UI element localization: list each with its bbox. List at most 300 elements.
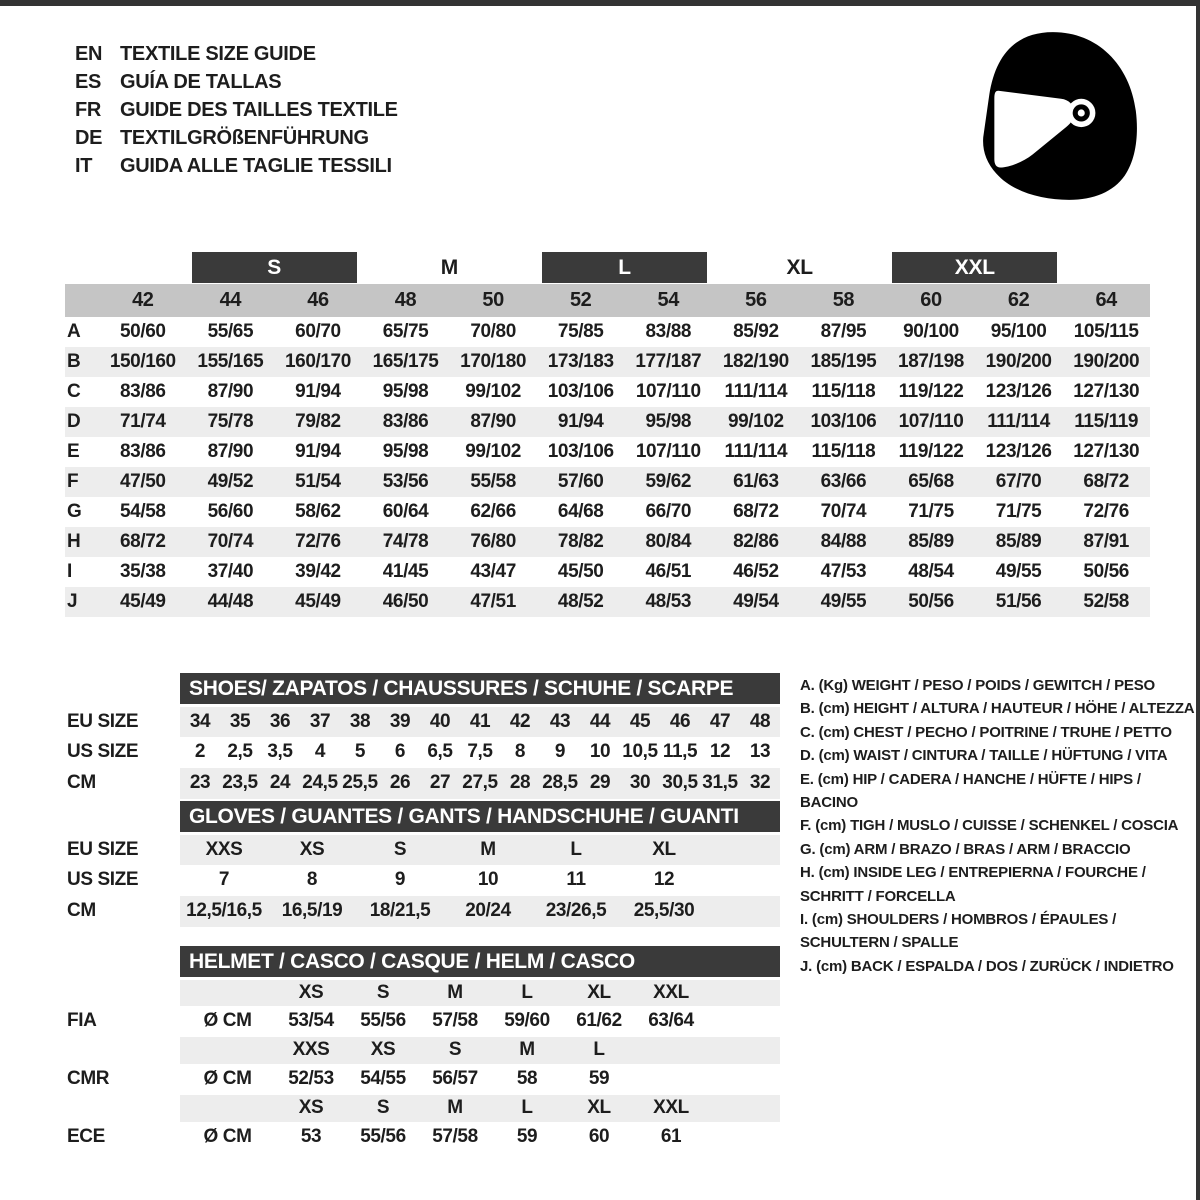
cell: 47/50	[99, 467, 187, 497]
cell: 71/75	[995, 501, 1042, 522]
cell: 54/55	[360, 1068, 406, 1089]
row-label: CM	[67, 772, 96, 793]
cell: L	[563, 1037, 635, 1064]
cell: 67/70	[975, 467, 1063, 497]
gloves-size-table	[65, 801, 780, 927]
cell: XXS	[275, 1037, 347, 1064]
cell: 39/42	[295, 561, 341, 582]
table-row	[65, 497, 1150, 527]
cell: 55/56	[360, 1126, 406, 1147]
cell	[180, 979, 275, 1006]
cell: 23,5	[220, 768, 260, 799]
cell: 57/58	[432, 1010, 478, 1031]
cell: 87/90	[449, 407, 537, 437]
cell: 2	[194, 741, 206, 762]
cell	[708, 896, 780, 927]
shoes-section-title: SHOES/ ZAPATOS / CHAUSSURES / SCHUHE / SCARPE	[180, 673, 780, 704]
row-label: CMR	[67, 1068, 110, 1089]
cell: 50/56	[1083, 561, 1129, 582]
cell: 58	[800, 284, 888, 317]
cell: 8	[514, 741, 526, 762]
cell: 41	[460, 706, 500, 737]
cell: XXL	[635, 979, 707, 1006]
unit-label: Ø CM	[203, 1068, 252, 1089]
cell: 27,5	[460, 768, 500, 799]
cell: 75/85	[557, 321, 604, 342]
cell: 85/89	[887, 527, 975, 557]
cell	[707, 1037, 780, 1064]
cell: 155/165	[187, 347, 275, 377]
cell: 78/82	[537, 527, 625, 557]
cell: 11	[566, 869, 586, 890]
cell: 7	[218, 869, 230, 890]
cell: 13	[749, 741, 771, 762]
gloves-section-title: GLOVES / GUANTES / GANTS / HANDSCHUHE / GUANTI	[180, 801, 780, 832]
table-row	[65, 737, 780, 768]
cell	[707, 1122, 780, 1153]
cell	[180, 1095, 275, 1122]
cell: 50	[449, 284, 537, 317]
cell: 79/82	[274, 407, 362, 437]
cell: 45/50	[557, 561, 604, 582]
cell: 59	[588, 1068, 610, 1089]
cmr-sizes-row	[65, 1037, 780, 1064]
legend-item-a: A. (Kg) WEIGHT / PESO / POIDS / GEWITCH / PESO	[800, 677, 1155, 694]
table-row	[65, 587, 1150, 617]
cell: 30	[620, 768, 660, 799]
cell: 16,5/19	[268, 896, 356, 927]
cell: 111/114	[724, 381, 788, 402]
cell: 70/74	[187, 527, 275, 557]
cell: XL	[563, 1095, 635, 1122]
language-row-it	[75, 152, 398, 180]
cell: 46/50	[362, 587, 450, 617]
cell: 27	[420, 768, 460, 799]
cell: 26	[380, 768, 420, 799]
cell: 18/21,5	[356, 896, 444, 927]
guide-title: TEXTILE SIZE GUIDE	[120, 43, 316, 65]
unit-label: Ø CM	[203, 1010, 252, 1031]
shoes-size-table	[65, 673, 780, 799]
cell: 6,5	[427, 741, 453, 762]
row-label: J	[65, 587, 99, 617]
cell: 52/58	[1062, 587, 1150, 617]
cell: 5	[354, 741, 366, 762]
cell: 47	[700, 706, 740, 737]
cell: 54/58	[120, 501, 166, 522]
cell: 47/51	[449, 587, 537, 617]
cell: 56/60	[207, 501, 254, 522]
cell: 115/119	[1062, 407, 1150, 437]
cell: 71/74	[99, 407, 187, 437]
cell: 4	[314, 741, 326, 762]
table-row	[65, 377, 1150, 407]
cell: 8	[306, 869, 318, 890]
cell: 123/126	[985, 381, 1052, 402]
cell: 48/54	[908, 561, 954, 582]
cell: 53	[300, 1126, 322, 1147]
cell	[635, 1064, 707, 1095]
helmet-size-table	[65, 946, 780, 1153]
numeric-sizes-row	[65, 284, 1150, 317]
cell: 83/86	[362, 407, 450, 437]
cell: 51/54	[274, 467, 362, 497]
cell: 91/94	[295, 441, 341, 462]
cell: 65/75	[382, 321, 429, 342]
cell: XS	[347, 1037, 419, 1064]
fia-values-row	[65, 1006, 780, 1037]
cell: 63/64	[648, 1010, 694, 1031]
cell: 6	[394, 741, 406, 762]
language-code: FR	[75, 99, 102, 121]
cell: 56/57	[432, 1068, 478, 1089]
right-border-line	[1196, 0, 1200, 1200]
cell: 103/106	[800, 407, 888, 437]
legend-item-f: F. (cm) TIGH / MUSLO / CUISSE / SCHENKEL / COSCIA	[800, 817, 1179, 835]
cell: 185/195	[800, 347, 888, 377]
cell: 91/94	[537, 407, 625, 437]
cell: 24	[260, 768, 300, 799]
cell: 91/94	[295, 381, 341, 402]
cell: 25,5	[340, 768, 380, 799]
table-row	[65, 865, 780, 896]
cell: 115/118	[811, 381, 876, 402]
cell: 70/74	[820, 501, 867, 522]
cell: 63/66	[800, 467, 888, 497]
cell: 37/40	[207, 561, 254, 582]
size-group-l: L	[542, 252, 707, 283]
cell: 43	[540, 706, 580, 737]
cell: 182/190	[712, 347, 800, 377]
row-label: EU SIZE	[67, 838, 139, 860]
cell: 84/88	[800, 527, 888, 557]
row-label: US SIZE	[67, 869, 139, 890]
legend-item-j: J. (cm) BACK / ESPALDA / DOS / ZURÜCK / INDIETRO	[800, 957, 1174, 975]
cell: 31,5	[700, 768, 740, 799]
cell: 119/122	[898, 381, 964, 402]
cell: 103/106	[547, 381, 614, 402]
cell: 123/126	[985, 441, 1052, 462]
cell: XS	[275, 979, 347, 1006]
table-row	[65, 557, 1150, 587]
cell: 58/62	[295, 501, 341, 522]
cell: 82/86	[712, 527, 800, 557]
cell: 35	[220, 706, 260, 737]
ece-values-row	[65, 1122, 780, 1153]
cell: 37	[300, 706, 340, 737]
row-label: C	[67, 381, 81, 402]
cell: 28	[500, 768, 540, 799]
row-label: A	[67, 321, 81, 342]
language-code: DE	[75, 127, 103, 149]
cell: 127/130	[1073, 381, 1140, 402]
cell: 72/76	[1083, 501, 1129, 522]
cell: 83/88	[645, 321, 692, 342]
cell: 3,5	[267, 741, 293, 762]
cell: 160/170	[274, 347, 362, 377]
cell: 72/76	[274, 527, 362, 557]
cell: 54	[624, 284, 712, 317]
legend-item-b: B. (cm) HEIGHT / ALTURA / HAUTEUR / HÖHE / ALTEZZA	[800, 700, 1195, 718]
language-title-block	[75, 40, 398, 180]
cell: 45	[620, 706, 660, 737]
cell	[707, 1006, 780, 1037]
cell: 50/60	[120, 321, 166, 342]
cell	[635, 1037, 707, 1064]
cell	[707, 979, 780, 1006]
cell: 99/102	[465, 441, 521, 462]
cell: 95/98	[382, 381, 429, 402]
cell: 9	[554, 741, 566, 762]
cell: 83/86	[120, 441, 166, 462]
cell: 99/102	[712, 407, 800, 437]
cell: 57/60	[537, 467, 625, 497]
cell: 87/91	[1062, 527, 1150, 557]
cell: 48	[362, 284, 450, 317]
cell: 65/68	[887, 467, 975, 497]
cell: 44	[187, 284, 275, 317]
cell: 10	[589, 741, 611, 762]
unit-label: Ø CM	[203, 1126, 252, 1147]
cell: 46	[660, 706, 700, 737]
helmet-header-row	[65, 946, 780, 979]
size-group-xl: XL	[786, 255, 813, 279]
cell: 58	[516, 1068, 538, 1089]
table-row	[65, 317, 1150, 347]
cell: 111/114	[975, 407, 1063, 437]
textile-size-table	[65, 250, 1150, 617]
shoes-header-row	[65, 673, 780, 706]
cell: 187/198	[887, 347, 975, 377]
language-row-en	[75, 40, 398, 68]
cell: 87/95	[820, 321, 867, 342]
language-code: EN	[75, 43, 103, 65]
cell: 51/56	[975, 587, 1063, 617]
cell: 46/52	[733, 561, 779, 582]
cell: 87/90	[207, 441, 254, 462]
cell: 28,5	[540, 768, 580, 799]
cell: 60/64	[382, 501, 429, 522]
cell: 55/56	[360, 1010, 406, 1031]
cell: 74/78	[362, 527, 450, 557]
fia-sizes-row	[65, 979, 780, 1006]
cell	[707, 1095, 780, 1122]
language-code: IT	[75, 155, 93, 177]
cell: 62	[975, 284, 1063, 317]
cell: 46/51	[645, 561, 692, 582]
table-row	[65, 896, 780, 927]
cell: 44	[580, 706, 620, 737]
cell: 48/53	[624, 587, 712, 617]
row-label: B	[65, 347, 99, 377]
cell: 83/86	[120, 381, 166, 402]
cell: 105/115	[1073, 321, 1139, 342]
cell: XXL	[635, 1095, 707, 1122]
legend-item-g: G. (cm) ARM / BRAZO / BRAS / ARM / BRACCIO	[800, 840, 1131, 858]
cell: 103/106	[547, 441, 614, 462]
cell: L	[491, 1095, 563, 1122]
cell: 52	[537, 284, 625, 317]
cell: 49/52	[187, 467, 275, 497]
cell: 75/78	[187, 407, 275, 437]
cell: 40	[420, 706, 460, 737]
cell: S	[347, 979, 419, 1006]
language-row-fr	[75, 96, 398, 124]
cell: 42	[99, 284, 187, 317]
cell: 11,5	[662, 741, 698, 762]
cell: 29	[580, 768, 620, 799]
cell: 23	[180, 768, 220, 799]
cell: 34	[180, 706, 220, 737]
cell: 49/55	[800, 587, 888, 617]
cell	[708, 834, 780, 865]
cell: 70/80	[470, 321, 516, 342]
cell: M	[419, 1095, 491, 1122]
cell: 52/53	[288, 1068, 334, 1089]
cell: 9	[394, 869, 406, 890]
cell: 49/55	[995, 561, 1042, 582]
cell: 35/38	[120, 561, 166, 582]
guide-title: TEXTILGRÖßENFÜHRUNG	[120, 127, 369, 149]
cell: 59/60	[504, 1010, 550, 1031]
legend-item-i: I. (cm) SHOULDERS / HOMBROS / ÉPAULES / SCHULTERN / SPALLE	[800, 911, 1117, 952]
cell: 119/122	[898, 441, 964, 462]
cell: 173/183	[537, 347, 625, 377]
cell: 177/187	[624, 347, 712, 377]
helmet-icon	[952, 22, 1162, 214]
language-row-de	[75, 124, 398, 152]
row-label: FIA	[67, 1010, 97, 1031]
top-border-line	[0, 0, 1200, 6]
cell: 64/68	[557, 501, 604, 522]
cell: 99/102	[465, 381, 521, 402]
cell: 32	[740, 768, 780, 799]
cell: 41/45	[382, 561, 429, 582]
cell: 170/180	[449, 347, 537, 377]
cell: 39	[380, 706, 420, 737]
row-label: US SIZE	[67, 741, 139, 762]
cell: 61/62	[576, 1010, 622, 1031]
row-label: D	[65, 407, 99, 437]
row-label: H	[65, 527, 99, 557]
cell: 25,5/30	[620, 896, 708, 927]
size-group-xxl: XXL	[892, 252, 1057, 283]
table-row	[65, 407, 1150, 437]
cell: M	[491, 1037, 563, 1064]
cell: 59	[516, 1126, 538, 1147]
cell: 150/160	[99, 347, 187, 377]
table-row	[65, 347, 1150, 377]
cell: 57/58	[432, 1126, 478, 1147]
cell: 60/70	[295, 321, 341, 342]
legend-item-h: H. (cm) INSIDE LEG / ENTREPIERNA / FOURCHE / SCHRITT / FORCELLA	[800, 864, 1146, 905]
cell: 60	[887, 284, 975, 317]
cell: 45/49	[274, 587, 362, 617]
cell: 71/75	[908, 501, 954, 522]
legend-item-c: C. (cm) CHEST / PECHO / POITRINE / TRUHE / PETTO	[800, 723, 1172, 741]
cell: 10	[477, 869, 499, 890]
cell: 42	[500, 706, 540, 737]
table-row	[65, 768, 780, 799]
guide-title: GUIDA ALLE TAGLIE TESSILI	[120, 155, 392, 177]
cell: 48	[740, 706, 780, 737]
cell: 165/175	[362, 347, 450, 377]
table-row	[65, 437, 1150, 467]
cell: 12	[709, 741, 731, 762]
cell: 47/53	[820, 561, 867, 582]
cell: XL	[563, 979, 635, 1006]
cell: M	[419, 979, 491, 1006]
row-label: G	[67, 501, 82, 522]
cell: XL	[620, 834, 708, 865]
row-label: I	[67, 561, 72, 582]
legend-item-d: D. (cm) WAIST / CINTURA / TAILLE / HÜFTUNG / VITA	[800, 747, 1168, 765]
cell: 23/26,5	[532, 896, 620, 927]
cell: 53/54	[288, 1010, 334, 1031]
cell: 62/66	[470, 501, 516, 522]
cell: 95/98	[624, 407, 712, 437]
cell: 85/92	[733, 321, 779, 342]
cell: M	[444, 834, 532, 865]
table-row	[65, 467, 1150, 497]
row-label: ECE	[67, 1126, 105, 1147]
cell: L	[491, 979, 563, 1006]
cell: S	[356, 834, 444, 865]
helmet-section-title: HELMET / CASCO / CASQUE / HELM / CASCO	[180, 946, 780, 977]
cell: 46	[274, 284, 362, 317]
guide-title: GUÍA DE TALLAS	[120, 71, 282, 93]
cell: 45/49	[99, 587, 187, 617]
legend-item-e: E. (cm) HIP / CADERA / HANCHE / HÜFTE / HIPS / BACINO	[800, 770, 1141, 812]
cell: 60	[588, 1126, 610, 1147]
size-group-s: S	[192, 252, 357, 283]
cell: 190/200	[1062, 347, 1150, 377]
cell: 38	[340, 706, 380, 737]
row-label: E	[67, 441, 80, 462]
cell: 2,5	[227, 741, 253, 762]
ece-sizes-row	[65, 1095, 780, 1122]
cell: 76/80	[449, 527, 537, 557]
cell: 111/114	[724, 441, 788, 462]
cell: 59/62	[624, 467, 712, 497]
cmr-values-row	[65, 1064, 780, 1095]
cell: XS	[275, 1095, 347, 1122]
cell: XS	[268, 834, 356, 865]
cell: 190/200	[975, 347, 1063, 377]
cell	[180, 1037, 275, 1064]
cell: 80/84	[624, 527, 712, 557]
cell: 107/110	[635, 381, 701, 402]
cell: 64	[1062, 284, 1150, 317]
cell: 10,5	[622, 741, 658, 762]
cell: 90/100	[903, 321, 959, 342]
cell: 85/89	[975, 527, 1063, 557]
cell	[707, 1064, 780, 1095]
row-label: F	[65, 467, 99, 497]
cell: 53/56	[362, 467, 450, 497]
cell: 55/58	[449, 467, 537, 497]
cell: 56	[712, 284, 800, 317]
cell: 95/100	[990, 321, 1047, 342]
cell: 87/90	[207, 381, 254, 402]
cell: 68/72	[99, 527, 187, 557]
cell: 127/130	[1073, 441, 1140, 462]
cell	[708, 865, 780, 896]
cell: S	[347, 1095, 419, 1122]
row-label: EU SIZE	[67, 710, 139, 732]
cell: 61/63	[712, 467, 800, 497]
cell: 115/118	[811, 441, 876, 462]
